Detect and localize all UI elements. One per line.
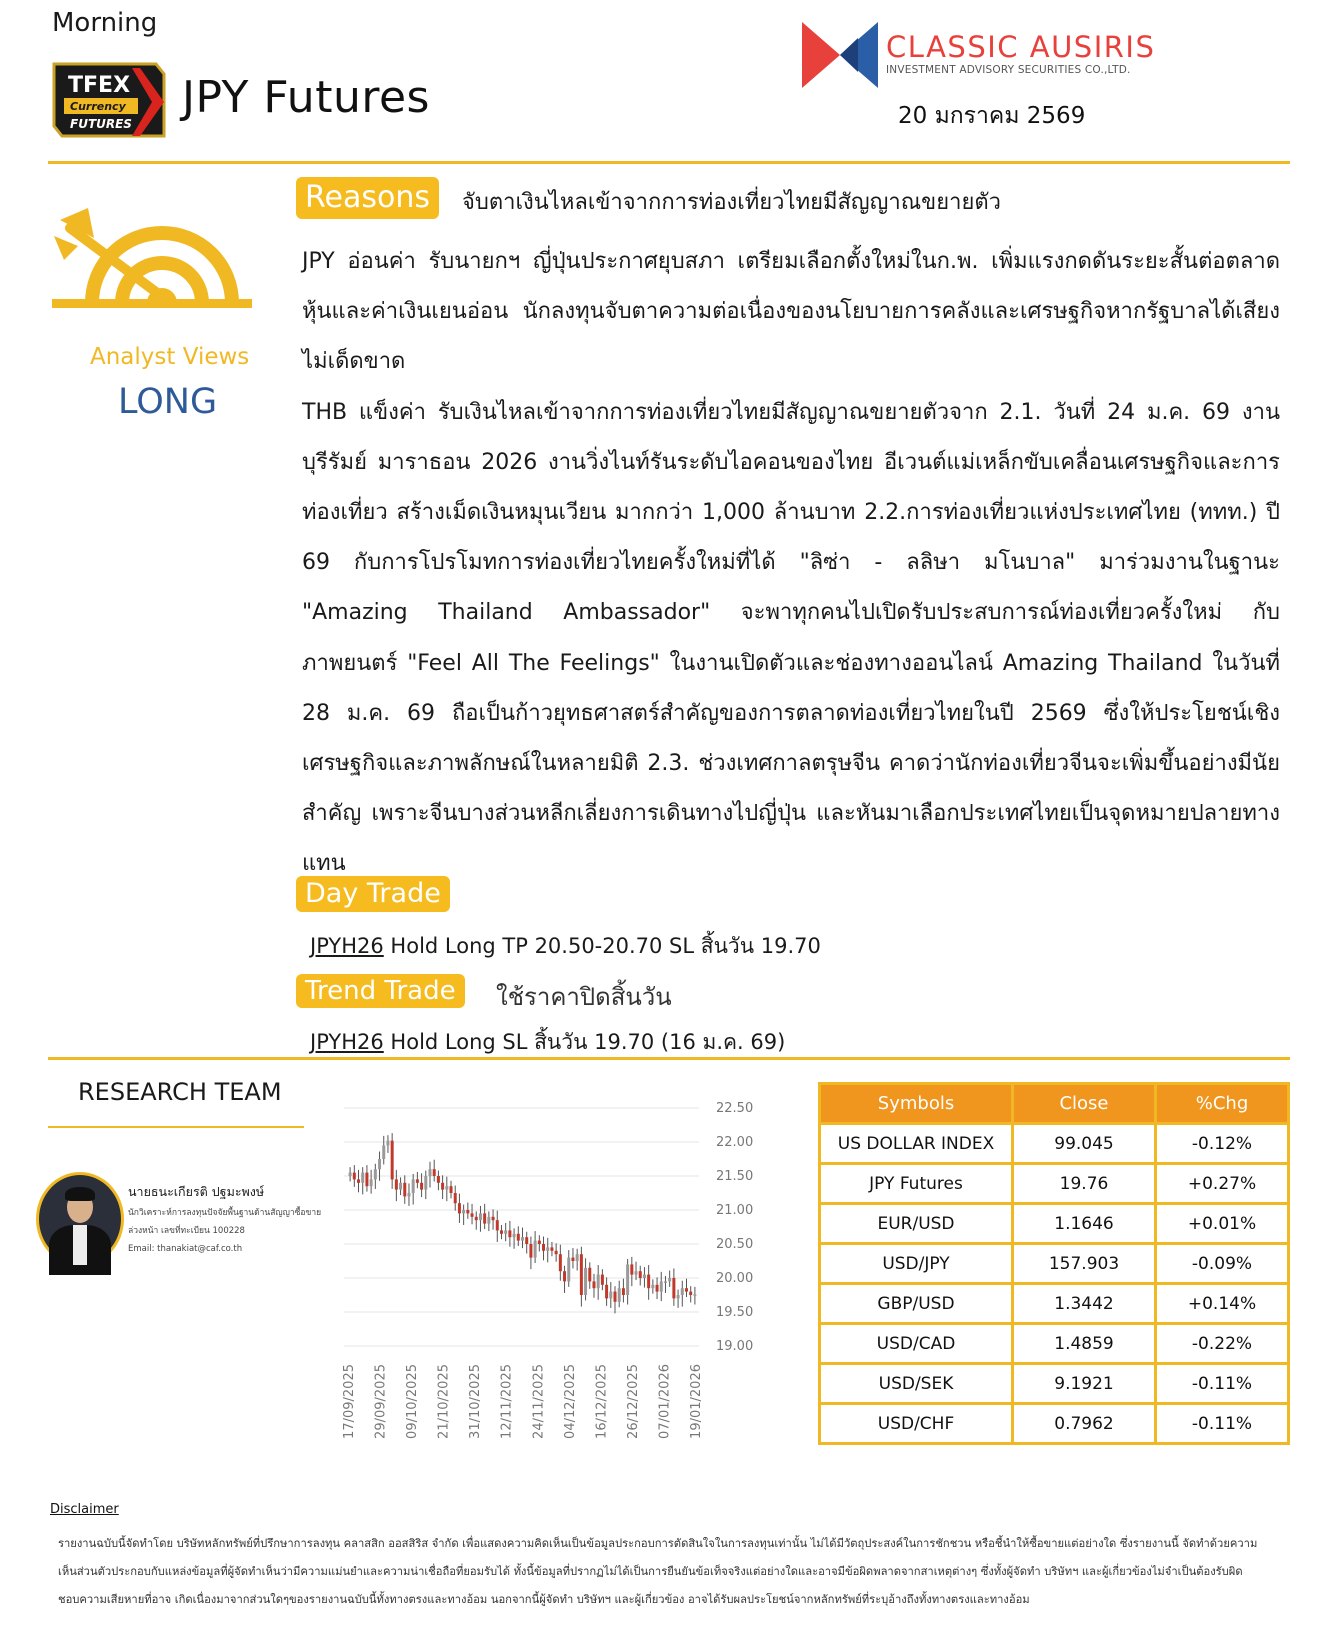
candle-body [475,1217,478,1220]
candle-body [504,1230,507,1233]
y-tick-label: 21.00 [716,1203,754,1218]
candle-body [412,1179,415,1193]
candle-body [639,1271,642,1278]
x-tick-label: 12/11/2025 [499,1364,515,1439]
day-trade-text: Hold Long TP 20.50-20.70 SL สิ้นวัน 19.70 [383,934,821,958]
y-tick-label: 22.00 [716,1135,754,1150]
quotes-header-row [820,1084,1289,1124]
change-cell: -0.22% [1156,1324,1289,1364]
x-tick-label: 24/11/2025 [531,1364,547,1439]
x-tick-label: 07/01/2026 [657,1364,673,1439]
candle-body [466,1210,469,1213]
y-tick-label: 20.00 [716,1271,754,1286]
candle-body [349,1173,352,1176]
trend-trade-badge: Trend Trade [296,974,465,1008]
x-tick-label: 31/10/2025 [468,1364,484,1439]
tfex-logo-line3: FUTURES [70,117,132,131]
candle-body [592,1281,595,1288]
candle-body [458,1203,461,1213]
candle-body [635,1271,638,1274]
symbol-cell: USD/SEK [820,1364,1013,1404]
candle-body [685,1288,688,1291]
candle-body [483,1213,486,1223]
candle-body [630,1264,633,1274]
symbol-cell: JPY Futures [820,1164,1013,1204]
reasons-body [302,237,1280,890]
header-symbols: Symbols [820,1084,1013,1124]
symbol-cell: USD/CAD [820,1324,1013,1364]
close-cell: 0.7962 [1013,1404,1156,1444]
analyst-name: นายธนะเกียรติ ปฐมะพงษ์ [128,1184,265,1199]
x-tick-label: 19/01/2026 [689,1364,704,1439]
candle-body [445,1186,448,1189]
tfex-currency-logo [48,62,168,142]
page-title: JPY Futures [182,72,430,123]
candle-body [428,1169,431,1176]
reasons-badge: Reasons [296,177,439,219]
section-divider [48,1057,1290,1060]
candle-body [454,1193,457,1203]
candle-body [588,1268,591,1282]
candle-body [618,1288,621,1302]
candle-body [584,1268,587,1295]
close-cell: 157.903 [1013,1244,1156,1284]
candle-body [601,1275,604,1285]
classic-ausiris-logo-icon [800,20,880,90]
table-row [820,1404,1289,1444]
trend-trade-note: ใช้ราคาปิดสิ้นวัน [496,983,672,1011]
candle-body [651,1285,654,1288]
x-tick-label: 16/12/2025 [594,1364,610,1439]
analyst-role: นักวิเคราะห์การลงทุนปัจจัยพื้นฐานด้านสัญญาซื้อขายล่วงหน้า เลขที่ทะเบียน 100228 [128,1208,322,1236]
candle-body [567,1258,570,1282]
day-trade-badge: Day Trade [296,876,450,912]
candle-body [521,1237,524,1240]
table-row [820,1324,1289,1364]
candle-body [677,1295,680,1298]
x-tick-label: 26/12/2025 [625,1364,641,1439]
candle-body [571,1258,574,1261]
candle-body [656,1285,659,1292]
candle-body [479,1213,482,1220]
disclaimer-text: รายงานฉบับนี้จัดทำโดย บริษัทหลักทรัพย์ที่ปรึกษาการลงทุน คลาสสิก ออสสิริส จำกัด เพื่อแสดงความคิดเห็นเป็นข้อมูลประกอบการตัดสินใจในการลงทุนเท่านั้น ไม่ได้มีวัตถุประสงค์ในการชักชวน หรือชี้นำให้ซื้อขายแต่อย่างใด ซึ่งรายงานนี้ จัดทำด้วยความเห็นส่วนตัวประกอบกับแหล่งข้อมูลที่ผู้จัดทำเห็นว่ามีความแม่นยำและความน่าเชื่อถือที่ยอมรับได้ ทั้งนี้ข้อมูลที่ปรากฏไม่ได้เป็นการยืนยันข้อเท็จจริงแต่อย่างใดและอาจมีข้อผิดพลาดจากสาเหตุต่างๆ ซึ่งทั้งผู้จัดทำ บริษัทฯ และผู้เกี่ยวข้องไม่จำเป็นต้องรับผิดชอบความเสียหายที่อาจ เกิดเนื่องมาจากส่วนใดๆของรายงานฉบับนี้ทั้งทางตรงและทางอ้อม นอกจากนี้ผู้จัดทำ บริษัทฯ และผู้เกี่ยวข้อง อาจได้รับผลประโยชน์จากหลักทรัพย์ที่ระบุอ้างถึงทั้งทางตรงและทางอ้อม [58,1537,1258,1606]
table-row [820,1364,1289,1404]
candle-body [399,1183,402,1190]
candle-body [693,1294,696,1296]
x-tick-label: 09/10/2025 [405,1364,421,1439]
candle-body [580,1254,583,1295]
report-date: 20 มกราคม 2569 [898,103,1086,129]
candle-body [450,1186,453,1193]
candle-body [538,1241,541,1244]
candle-body [664,1281,667,1283]
reason-paragraph-jpy: JPY อ่อนค่า รับนายกฯ ญี่ปุ่นประกาศยุบสภา เตรียมเลือกตั้งใหม่ในก.พ. เพิ่มแรงกดดันระยะสั้นต่อตลาดหุ้นและค่าเงินเยนอ่อน นักลงทุนจับตาความต่อเนื่องของนโยบายการคลังและเศรษฐกิจหากรัฐบาลได้เสียงไม่เด็ดขาด [302,249,1280,375]
candle-body [378,1159,381,1169]
header-divider [48,161,1290,164]
header-change: %Chg [1156,1084,1289,1124]
close-cell: 99.045 [1013,1124,1156,1164]
x-tick-label: 17/09/2025 [342,1364,357,1439]
symbol-cell: GBP/USD [820,1284,1013,1324]
candle-body [605,1285,608,1299]
candle-body [361,1173,364,1183]
close-cell: 1.3442 [1013,1284,1156,1324]
candle-body [386,1141,389,1146]
table-row [820,1124,1289,1164]
candle-body [370,1179,373,1186]
candle-body [462,1210,465,1213]
x-tick-label: 21/10/2025 [436,1364,452,1439]
candle-body [660,1281,663,1291]
reason-paragraph-thb: THB แข็งค่า รับเงินไหลเข้าจากการท่องเที่ยวไทยมีสัญญาณขยายตัวจาก 2.1. วันที่ 24 ม.ค. 69 งาน บุรีรัมย์ มาราธอน 2026 งานวิ่งไนท์รันระดับไอคอนของไทย อีเวนต์แม่เหล็กขับเคลื่อนเศรษฐกิจและการท่องเที่ยว สร้างเม็ดเงินหมุนเวียน มากกว่า 1,000 ล้านบาท 2.2.การท่องเที่ยวแห่งประเทศไทย (ททท.) ปี 69 กับการโปรโมทการท่องเที่ยวไทยครั้งใหม่ที่ได้ "ลิซ่า - ลลิษา มโนบาล" มาร่วมงานในฐานะ "Amazing Thailand Ambassador" จะพาทุกคนไปเปิดรับประสบการณ์ท่องเที่ยวครั้งใหม่ กับภาพยนตร์ "Feel All The Feelings" ในงานเปิดตัวและช่องทางออนไลน์ Amazing Thailand ในวันที่ 28 ม.ค. 69 ถือเป็นก้าวยุทธศาสตร์สำคัญของการตลาดท่องเที่ยวไทยในปี 2569 ซึ่งให้ประโยชน์เชิงเศรษฐกิจและภาพลักษณ์ในหลายมิติ 2.3. ช่วงเทศกาลตรุษจีน คาดว่านักท่องเที่ยวจีนจะเพิ่มขึ้นอย่างมีนัยสำคัญ เพราะจีนบางส่วนหลีกเลี่ยงการเดินทางไปญี่ปุ่น และหันมาเลือกประเทศไทยเป็นจุดหมายปลายทางแทน [302,399,1280,877]
candle-body [496,1220,499,1230]
candle-body [559,1254,562,1271]
close-cell: 19.76 [1013,1164,1156,1204]
candle-body [525,1237,528,1244]
candle-body [441,1183,444,1190]
candle-body [643,1275,646,1278]
jpy-futures-price-chart [344,1088,762,1468]
tfex-logo-line2: Currency [70,100,126,113]
reasons-headline: จับตาเงินไหลเข้าจากการท่องเที่ยวไทยมีสัญญาณขยายตัว [462,190,1001,215]
y-tick-label: 20.50 [716,1237,754,1252]
analyst-views-label: Analyst Views [90,344,250,370]
candle-body [626,1264,629,1295]
research-team-title: RESEARCH TEAM [78,1078,282,1106]
symbol-cell: USD/JPY [820,1244,1013,1284]
candle-body [471,1213,474,1216]
x-tick-label: 29/09/2025 [373,1364,389,1439]
change-cell: +0.14% [1156,1284,1289,1324]
candle-body [529,1244,532,1258]
candle-body [374,1169,377,1179]
candle-body [487,1217,490,1224]
candle-body [555,1251,558,1254]
candle-body [433,1169,436,1176]
day-trade-symbol: JPYH26 [310,934,384,958]
candle-body [365,1173,368,1187]
candle-body [420,1183,423,1190]
candle-body [395,1179,398,1189]
candle-body [614,1292,617,1302]
disclaimer-title: Disclaimer [50,1502,119,1517]
candle-body [513,1234,516,1237]
candle-body [391,1141,394,1180]
symbol-cell: US DOLLAR INDEX [820,1124,1013,1164]
candle-body [609,1292,612,1299]
target-arrow-icon [52,198,252,338]
change-cell: +0.27% [1156,1164,1289,1204]
market-quotes-table [818,1082,1290,1445]
candle-body [500,1230,503,1233]
table-row [820,1204,1289,1244]
candle-body [353,1173,356,1180]
candle-body [357,1179,360,1182]
change-cell: -0.11% [1156,1404,1289,1444]
candle-body [403,1183,406,1197]
candle-body [647,1275,650,1289]
brand-name: CLASSIC AUSIRIS [886,30,1156,64]
trend-trade-symbol: JPYH26 [310,1030,384,1054]
analyst-info [128,1204,328,1258]
tfex-logo-line1: TFEX [68,73,131,98]
x-tick-label: 04/12/2025 [562,1364,578,1439]
day-trade-recommendation [310,930,821,963]
candle-body [546,1247,549,1250]
candle-body [689,1292,692,1295]
brand-subtitle: INVESTMENT ADVISORY SECURITIES CO.,LTD. [886,64,1131,76]
candle-body [681,1288,684,1295]
close-cell: 9.1921 [1013,1364,1156,1404]
change-cell: -0.09% [1156,1244,1289,1284]
change-cell: -0.11% [1156,1364,1289,1404]
candle-body [672,1278,675,1298]
candle-body [492,1217,495,1220]
y-tick-label: 22.50 [716,1101,754,1116]
candle-body [424,1176,427,1190]
report-kicker: Morning [52,8,158,38]
symbol-cell: USD/CHF [820,1404,1013,1444]
analyst-email: Email: thanakiat@caf.co.th [128,1244,243,1254]
change-cell: -0.12% [1156,1124,1289,1164]
symbol-cell: EUR/USD [820,1204,1013,1244]
candle-body [668,1278,671,1281]
y-tick-label: 21.50 [716,1169,754,1184]
change-cell: +0.01% [1156,1204,1289,1244]
table-row [820,1244,1289,1284]
table-row [820,1284,1289,1324]
candle-body [437,1176,440,1183]
table-row [820,1164,1289,1204]
candle-body [576,1254,579,1261]
analyst-avatar [36,1172,124,1266]
candle-body [382,1145,385,1159]
research-team-underline [48,1126,304,1128]
candle-body [622,1288,625,1295]
trend-trade-text: Hold Long SL สิ้นวัน 19.70 (16 ม.ค. 69) [383,1030,786,1054]
candle-body [542,1244,545,1251]
y-tick-label: 19.50 [716,1305,754,1320]
candle-body [534,1241,537,1258]
close-cell: 1.1646 [1013,1204,1156,1244]
y-tick-label: 19.00 [716,1339,754,1354]
candle-body [550,1247,553,1250]
candle-body [407,1193,410,1196]
candle-body [563,1271,566,1281]
trend-trade-recommendation [310,1026,785,1059]
close-cell: 1.4859 [1013,1324,1156,1364]
candle-body [597,1275,600,1289]
header-close: Close [1013,1084,1156,1124]
candle-body [416,1179,419,1182]
candle-body [517,1234,520,1241]
analyst-stance: LONG [118,382,218,422]
candle-body [508,1230,511,1237]
